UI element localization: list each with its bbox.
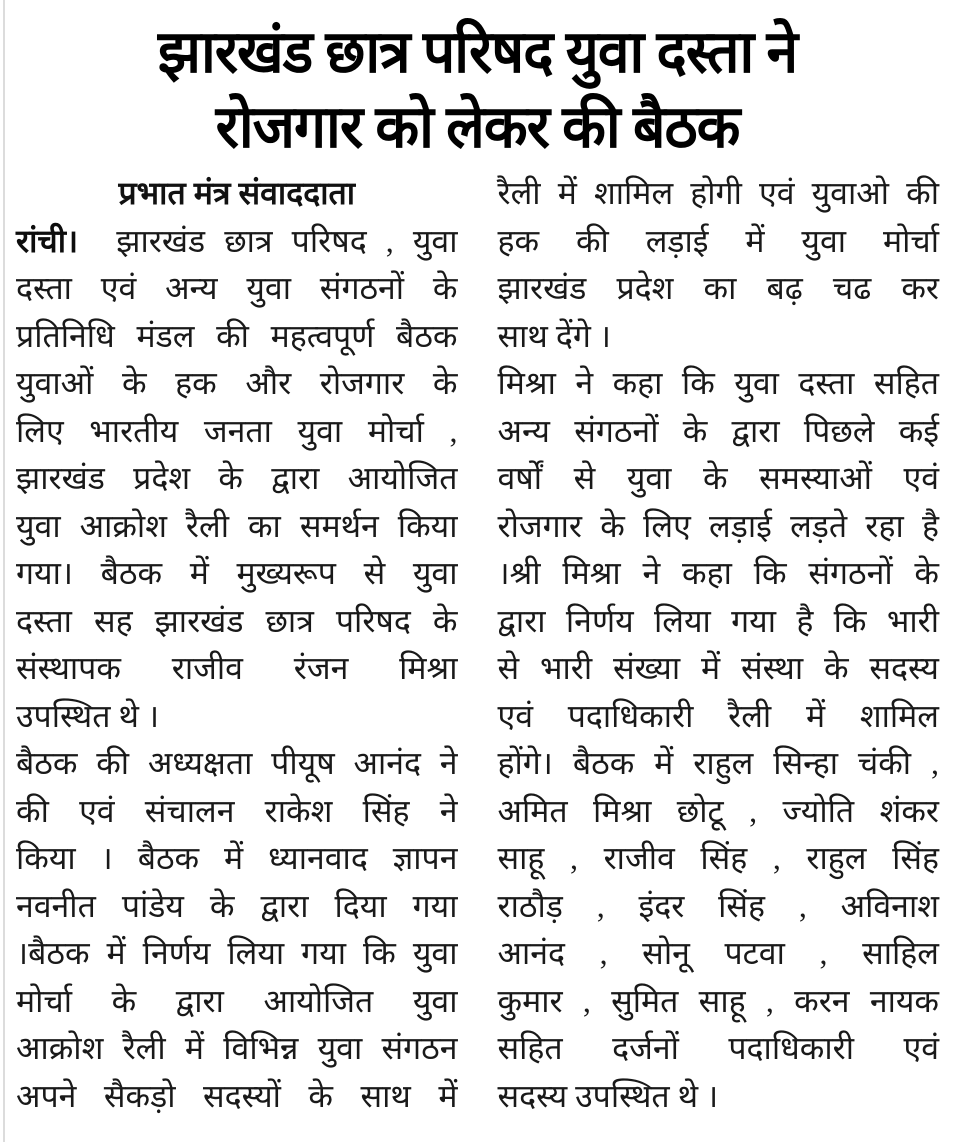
article-columns bbox=[16, 170, 939, 1120]
text-line: लिए भारतीय जनता युवा मोर्चा , bbox=[16, 412, 458, 449]
text-line: रैली में शामिल होगी एवं युवाओ की bbox=[497, 175, 939, 211]
text-line: प्रतिनिधि मंडल की महत्वपूर्ण बैठक bbox=[16, 317, 458, 354]
text-line: अन्य संगठनों के द्वारा पिछले कई bbox=[497, 412, 939, 449]
left-column bbox=[16, 170, 458, 1120]
text-line: अमित मिश्रा छोटू , ज्योति शंकर bbox=[497, 792, 939, 829]
text-line: दस्ता एवं अन्य युवा संगठनों के bbox=[16, 270, 458, 306]
dateline: रांची। bbox=[16, 222, 79, 259]
text-line: राठौड़ , इंदर सिंह , अविनाश bbox=[497, 887, 939, 924]
text-line: साहू , राजीव सिंह , राहुल सिंह bbox=[497, 840, 939, 876]
text-line: बैठक की अध्यक्षता पीयूष आनंद ने bbox=[16, 745, 458, 781]
text-line: संस्थापक राजीव रंजन मिश्रा bbox=[16, 650, 458, 686]
text-line: मोर्चा के द्वारा आयोजित युवा bbox=[16, 982, 458, 1019]
text-line: कुमार , सुमित साहू , करन नायक bbox=[497, 982, 939, 1019]
text-line: होंगे। बैठक में राहुल सिन्हा चंकी , bbox=[497, 745, 939, 781]
text-line: ।बैठक में निर्णय लिया गया कि युवा bbox=[16, 935, 458, 971]
text-line: हक की लड़ाई में युवा मोर्चा bbox=[497, 222, 939, 259]
text-line: रोजगार के लिए लड़ाई लड़ते रहा है bbox=[497, 507, 939, 544]
text-line: मिश्रा ने कहा कि युवा दस्ता सहित bbox=[497, 365, 939, 401]
text-line: से भारी संख्या में संस्था के सदस्य bbox=[497, 650, 939, 686]
byline: प्रभात मंत्र संवाददाता bbox=[118, 175, 356, 211]
text-line: की एवं संचालन राकेश सिंह ने bbox=[16, 792, 458, 829]
text-line: आक्रोश रैली में विभिन्न युवा संगठन bbox=[16, 1030, 458, 1066]
right-column-lines bbox=[498, 170, 940, 1120]
text-line: झारखंड प्रदेश के द्वारा आयोजित bbox=[16, 460, 458, 496]
text-line: रांची। झारखंड छात्र परिषद , युवा bbox=[16, 222, 458, 259]
text-line: द्वारा निर्णय लिया गया है कि भारी bbox=[497, 602, 939, 639]
article-headline bbox=[16, 16, 939, 166]
text-line: किया । बैठक में ध्यानवाद ज्ञापन bbox=[16, 840, 458, 876]
text-line: नवनीत पांडेय के द्वारा दिया गया bbox=[16, 887, 458, 924]
text-line: वर्षों से युवा के समस्याओं एवं bbox=[497, 460, 939, 496]
text-line: झारखंड प्रदेश का बढ़ चढ कर bbox=[497, 270, 939, 306]
text-line: एवं पदाधिकारी रैली में शामिल bbox=[497, 697, 939, 734]
right-column bbox=[498, 170, 940, 1120]
text-line: दस्ता सह झारखंड छात्र परिषद के bbox=[16, 602, 458, 639]
text-line: युवाओं के हक और रोजगार के bbox=[16, 365, 458, 401]
text-line: अपने सैकड़ो सदस्यों के साथ में bbox=[16, 1077, 458, 1114]
text-line: सदस्य उपस्थित थे । bbox=[497, 1077, 719, 1114]
text-line: साथ देंगे । bbox=[497, 317, 612, 354]
headline-line-2: रोजगार को लेकर की बैठक bbox=[215, 95, 740, 161]
text-line: ।श्री मिश्रा ने कहा कि संगठनों के bbox=[497, 555, 939, 591]
text-line: युवा आक्रोश रैली का समर्थन किया bbox=[16, 507, 458, 544]
scan-edge-artifact bbox=[3, 0, 5, 1142]
text-line: गया। बैठक में मुख्यरूप से युवा bbox=[16, 555, 458, 591]
text-line: उपस्थित थे । bbox=[16, 697, 160, 734]
left-column-lines bbox=[16, 218, 458, 1121]
text-line: सहित दर्जनों पदाधिकारी एवं bbox=[497, 1030, 939, 1066]
text-line: आनंद , सोनू पटवा , साहिल bbox=[497, 935, 939, 971]
headline-line-1: झारखंड छात्र परिषद युवा दस्ता ने bbox=[157, 20, 798, 86]
